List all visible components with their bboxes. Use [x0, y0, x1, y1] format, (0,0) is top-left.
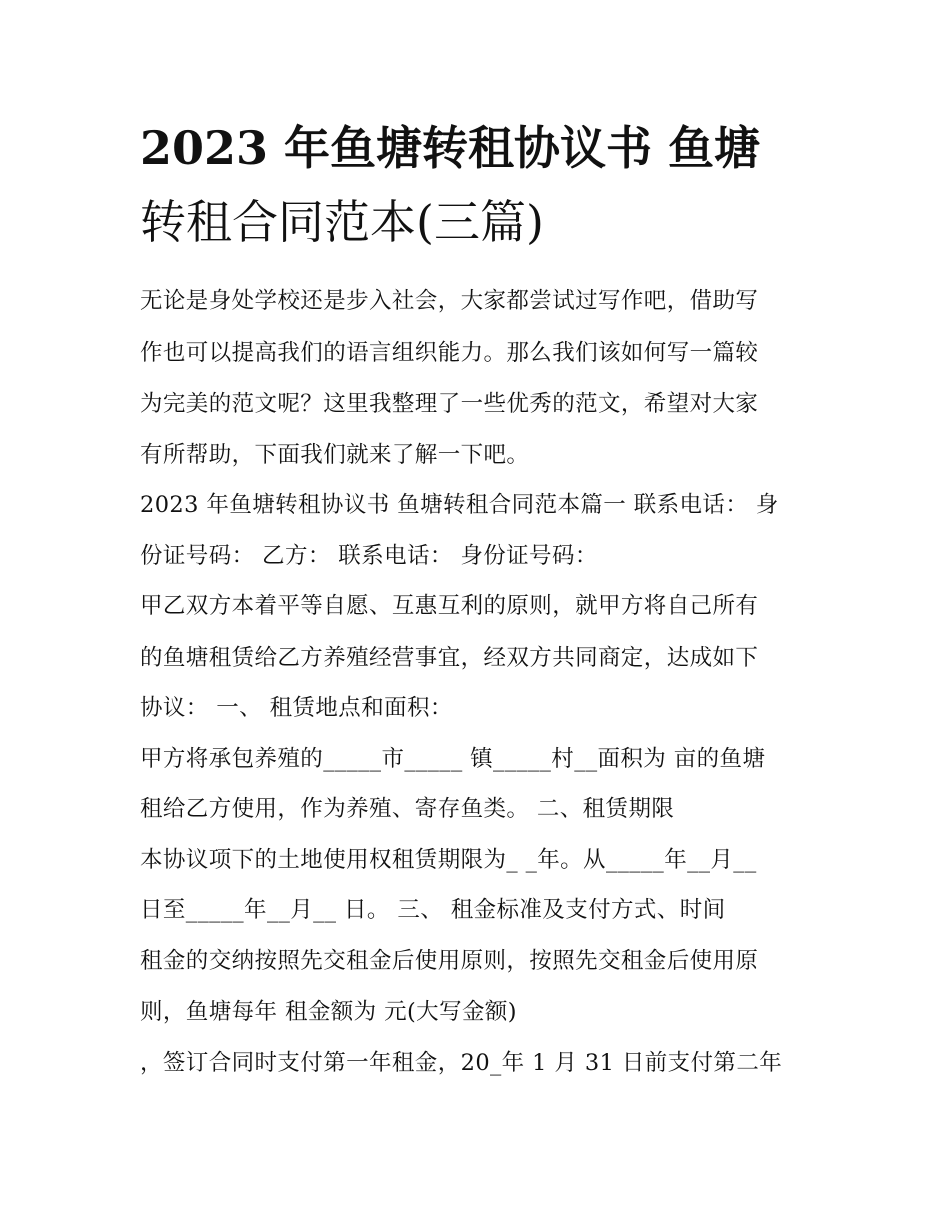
body-line: 的鱼塘租赁给乙方养殖经营事宜，经双方共同商定，达成如下: [140, 645, 759, 671]
body-line: 份证号码： 乙方： 联系电话： 身份证号码：: [140, 543, 598, 569]
body-line: 2023 年鱼塘转租协议书 鱼塘转租合同范本篇一 联系电话： 身: [140, 492, 779, 518]
body-line: 租金的交纳按照先交租金后使用原则，按照先交租金后使用原: [140, 948, 759, 974]
body-line: 甲乙双方本着平等自愿、互惠互利的原则，就甲方将自己所有: [140, 593, 759, 619]
body-line: 租给乙方使用，作为养殖、寄存鱼类。 二、租赁期限: [140, 796, 675, 822]
document-title-line-2: 转租合同范本(三篇): [140, 195, 544, 249]
body-line: 作也可以提高我们的语言组织能力。那么我们该如何写一篇较: [140, 340, 759, 366]
document-title-line-1: 2023 年鱼塘转租协议书 鱼塘: [140, 121, 761, 175]
body-line: 甲方将承包养殖的_____市_____ 镇_____村__面积为 亩的鱼塘: [140, 746, 766, 772]
body-line: 协议： 一、 租赁地点和面积：: [140, 695, 453, 721]
body-line: ，签订合同时支付第一年租金，20_年 1 月 31 日前支付第二年: [140, 1050, 783, 1076]
body-line: 无论是身处学校还是步入社会，大家都尝试过写作吧，借助写: [140, 288, 759, 314]
body-line: 为完美的范文呢？这里我整理了一些优秀的范文，希望对大家: [140, 391, 759, 417]
body-line: 则，鱼塘每年 租金额为 元(大写金额): [140, 999, 517, 1025]
body-line: 本协议项下的土地使用权租赁期限为_ _年。从_____年__月__: [140, 847, 757, 873]
body-line: 日至_____年__月__ 日。 三、 租金标准及支付方式、时间: [140, 897, 726, 923]
body-line: 有所帮助，下面我们就来了解一下吧。: [140, 442, 530, 468]
